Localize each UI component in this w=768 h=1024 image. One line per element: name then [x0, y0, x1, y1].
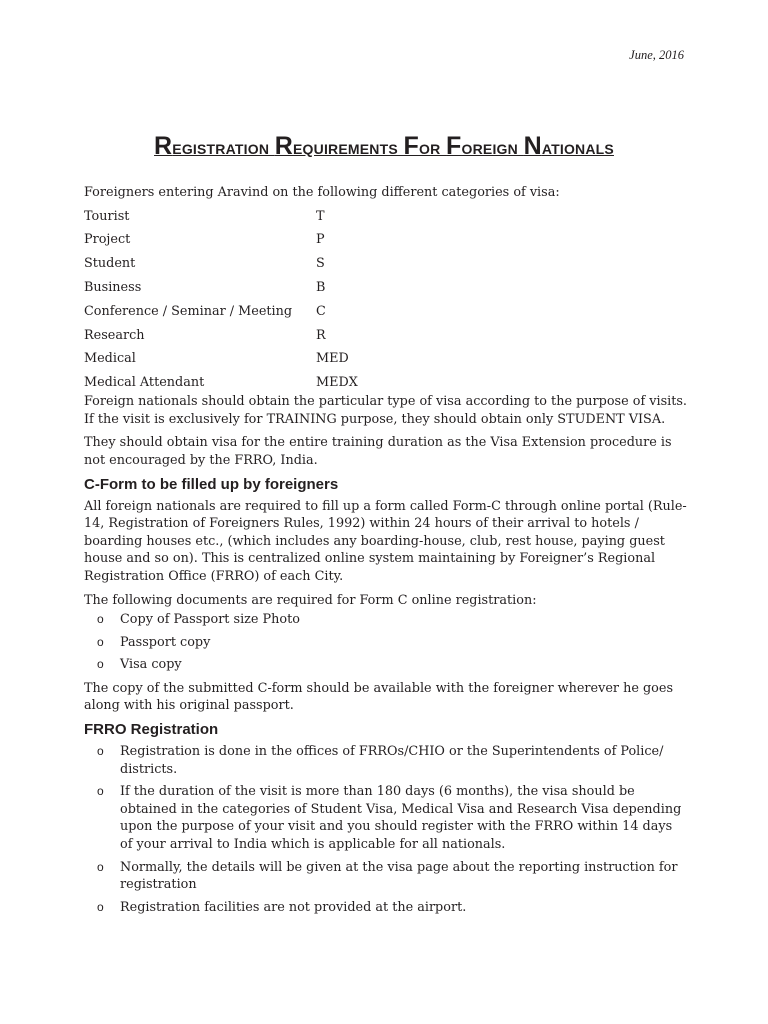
cform-docs-list: [84, 611, 688, 674]
document-date: June, 2016: [629, 48, 684, 62]
visa-category-row: [84, 350, 688, 374]
list-item-text: Visa copy: [120, 657, 182, 673]
bullet-marker: o: [97, 612, 104, 627]
visa-category-code: B: [316, 279, 326, 295]
visa-category-row: [84, 303, 688, 327]
visa-category-code: P: [316, 232, 325, 248]
visa-category-list: [84, 208, 688, 394]
visa-category-code: R: [316, 327, 326, 343]
document-body: [84, 184, 688, 922]
visa-category-row: [84, 255, 688, 279]
cform-closing-paragraph: The copy of the submitted C-form should be available with the foreigner wherever he goes along with his original passport.: [84, 680, 674, 714]
cform-heading: C-Form to be filled up by foreigners: [84, 475, 339, 493]
document-title: Registration Requirements For Foreign Nationals: [154, 132, 614, 160]
visa-category-row: [84, 208, 688, 232]
bullet-marker: o: [97, 634, 104, 649]
visa-category-row: [84, 231, 688, 255]
list-item: [84, 783, 688, 853]
cform-docs-intro: The following documents are required for Form C online registration:: [84, 592, 537, 608]
list-item-text: Copy of Passport size Photo: [120, 612, 300, 628]
bullet-marker: o: [97, 899, 104, 914]
visa-category-name: Business: [84, 279, 142, 295]
visa-category-row: [84, 279, 688, 303]
intro-paragraph: Foreigners entering Aravind on the following different categories of visa:: [84, 185, 560, 200]
bullet-marker: o: [97, 744, 104, 759]
visa-category-code: C: [316, 303, 326, 319]
visa-category-code: S: [316, 256, 325, 272]
list-item-text: If the duration of the visit is more than 180 days (6 months), the visa should be obtained in the categories of Student Visa, Medical Visa and Research Visa depending upon the purpose of your visit and you should register with the FRRO within 14 days of your arrival to India which is applicable for all nationals.: [120, 784, 682, 853]
visa-duration-paragraph: They should obtain visa for the entire training duration as the Visa Extension procedure is not encouraged by the FRRO, India.: [84, 435, 672, 468]
visa-category-name: Tourist: [84, 208, 130, 224]
visa-category-name: Medical Attendant: [84, 375, 205, 391]
visa-category-code: T: [316, 208, 325, 224]
list-item-text: Normally, the details will be given at the visa page about the reporting instruction for registration: [120, 859, 678, 893]
visa-category-code: MEDX: [316, 375, 358, 391]
list-item: [84, 656, 688, 674]
list-item-text: Passport copy: [120, 634, 211, 650]
visa-type-paragraph: Foreign nationals should obtain the particular type of visa according to the purpose of visits. If the visit is exclusively for TRAINING purpose, they should obtain only STUDENT VISA.: [84, 394, 688, 427]
visa-category-name: Conference / Seminar / Meeting: [84, 303, 293, 319]
visa-category-code: MED: [316, 351, 349, 367]
cform-paragraph: All foreign nationals are required to fill up a form called Form-C through online portal (Rule-14, Registration of Foreigners Rules, 1992) within 24 hours of their arrival to hotels / boarding houses etc., (which includes any boarding-house, club, rest house, paying guest house and so on). This is centralized online system maintaining by Foreigner’s Regional Registration Office (FRRO) of each City.: [84, 498, 687, 584]
list-item: [84, 634, 688, 652]
visa-category-name: Research: [84, 327, 145, 343]
bullet-marker: o: [97, 784, 104, 799]
visa-category-row: [84, 374, 688, 393]
visa-category-row: [84, 327, 688, 351]
frro-list: [84, 743, 688, 916]
list-item: [84, 899, 688, 917]
list-item: [84, 743, 688, 778]
list-item-text: Registration is done in the offices of FRROs/CHIO or the Superintendents of Police/ districts.: [120, 744, 664, 777]
bullet-marker: o: [97, 859, 104, 874]
frro-heading: FRRO Registration: [84, 721, 219, 739]
visa-category-name: Project: [84, 232, 131, 248]
list-item: [84, 859, 688, 894]
bullet-marker: o: [97, 657, 104, 672]
list-item-text: Registration facilities are not provided at the airport.: [120, 899, 467, 915]
visa-category-name: Student: [84, 256, 136, 272]
list-item: [84, 611, 688, 629]
visa-category-name: Medical: [84, 351, 136, 367]
